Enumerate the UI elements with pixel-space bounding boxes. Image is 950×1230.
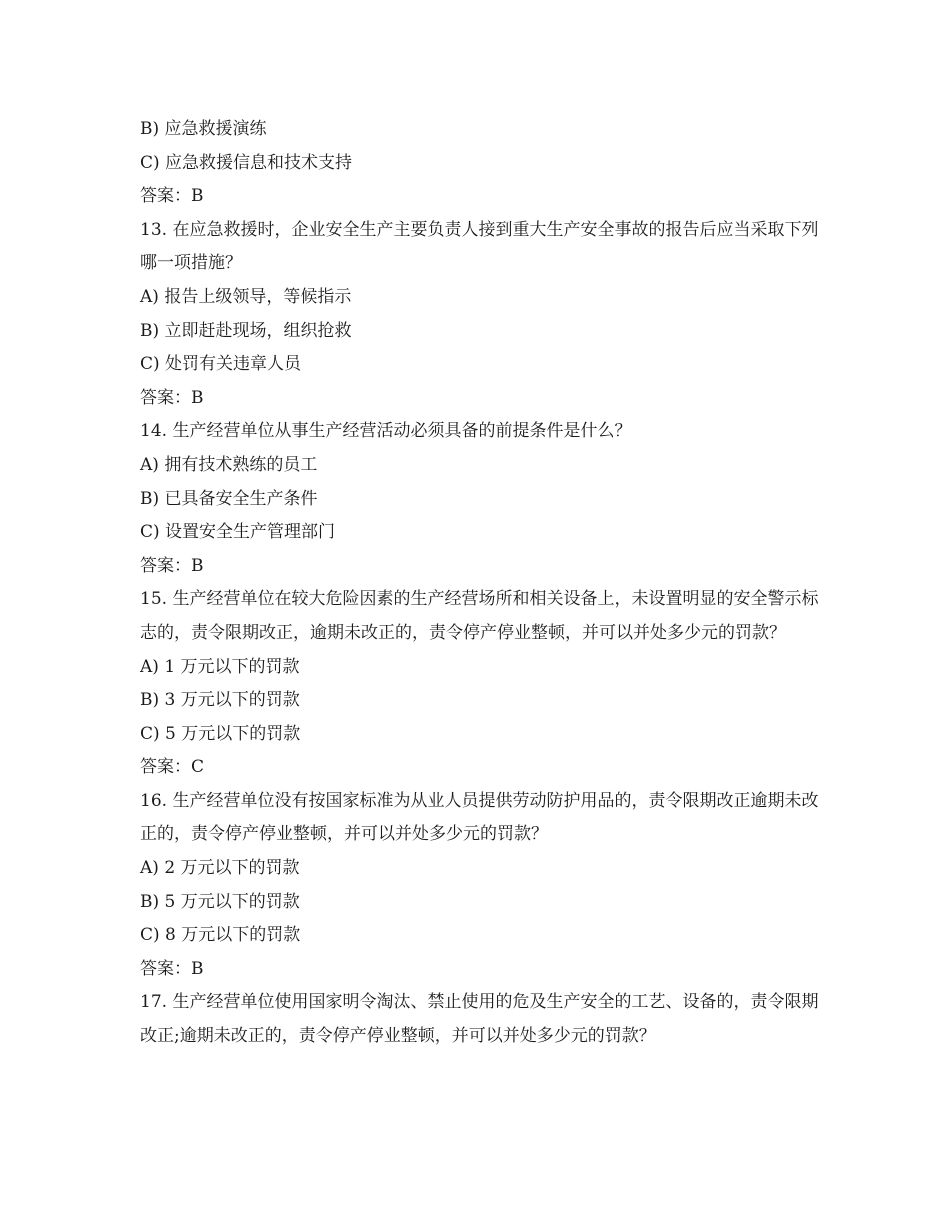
question-text: 13. 在应急救援时，企业安全生产主要负责人接到重大生产安全事故的报告后应当采取下列哪一项措施？	[140, 219, 819, 274]
option-a: A) 拥有技术熟练的员工	[140, 454, 318, 475]
question-text: 16. 生产经营单位没有按国家标准为从业人员提供劳动防护用品的，责令限期改正逾期未改正的，责令停产停业整顿，并可以并处多少元的罚款？	[140, 790, 819, 845]
option-c: C) 设置安全生产管理部门	[140, 522, 336, 543]
answer: 答案：C	[140, 757, 205, 778]
option-c: C) 5 万元以下的罚款	[140, 723, 301, 744]
answer: 答案：B	[140, 387, 204, 408]
question-16	[140, 785, 820, 987]
answer: 答案：B	[140, 555, 204, 576]
option-a: A) 2 万元以下的罚款	[140, 858, 300, 879]
answer: 答案：B	[140, 958, 204, 979]
question-text: 14. 生产经营单位从事生产经营活动必须具备的前提条件是什么？	[140, 421, 632, 442]
option-b: B) 应急救援演练	[140, 119, 267, 139]
question-13	[140, 214, 820, 416]
question-14	[140, 415, 820, 583]
question-17	[140, 986, 820, 1053]
option-b: B) 已具备安全生产条件	[140, 488, 318, 509]
question-text: 17. 生产经营单位使用国家明令淘汰、禁止使用的危及生产安全的工艺、设备的，责令限期改正;逾期未改正的，责令停产停业整顿，并可以并处多少元的罚款？	[140, 992, 819, 1047]
option-a: A) 1 万元以下的罚款	[140, 656, 300, 677]
option-b: B) 3 万元以下的罚款	[140, 690, 300, 711]
option-c: C) 应急救援信息和技术支持	[140, 152, 353, 173]
option-c: C) 8 万元以下的罚款	[140, 925, 301, 946]
option-c: C) 处罚有关违章人员	[140, 354, 302, 375]
option-a: A) 报告上级领导，等候指示	[140, 286, 352, 307]
document-body	[140, 113, 820, 1054]
question-text: 15. 生产经营单位在较大危险因素的生产经营场所和相关设备上，未设置明显的安全警示标志的，责令限期改正，逾期未改正的，责令停产停业整顿，并可以并处多少元的罚款？	[140, 589, 819, 643]
option-b: B) 立即赶赴现场，组织抢救	[140, 320, 352, 341]
answer: 答案：B	[140, 186, 204, 207]
question-12-tail	[140, 113, 820, 214]
option-b: B) 5 万元以下的罚款	[140, 891, 300, 912]
question-15	[140, 583, 820, 785]
